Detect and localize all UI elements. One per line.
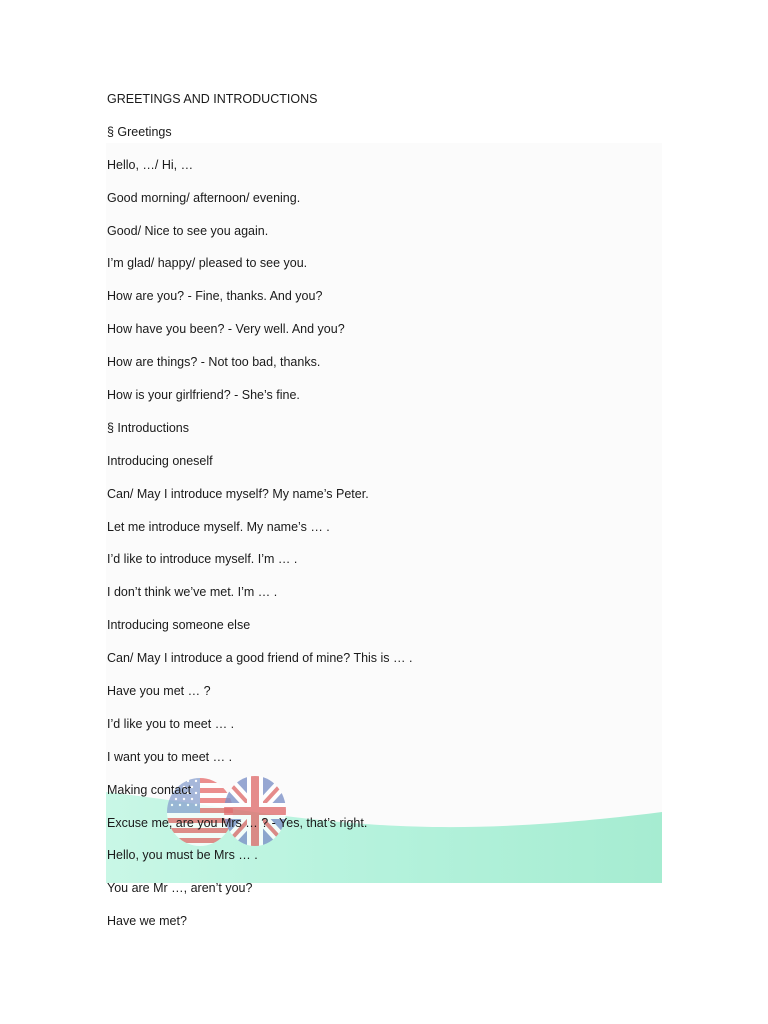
text-line: I’d like you to meet … . [107,716,235,731]
subheading: Introducing oneself [107,453,213,468]
text-line: Can/ May I introduce myself? My name’s Peter. [107,486,369,501]
text-line: Good/ Nice to see you again. [107,223,269,238]
text-line: Hello, …/ Hi, … [107,157,194,172]
text-line: Let me introduce myself. My name’s … . [107,519,330,534]
text-line: I don’t think we’ve met. I’m … . [107,585,278,600]
subheading: Introducing someone else [107,618,251,633]
text-line: I’d like to introduce myself. I’m … . [107,552,298,567]
section-heading-greetings: § Greetings [107,124,172,139]
document-title: GREETINGS AND INTRODUCTIONS [107,92,318,106]
text-line: Good morning/ afternoon/ evening. [107,190,301,205]
text-line: How are things? - Not too bad, thanks. [107,355,321,370]
text-line: Have you met … ? [107,684,211,699]
text-line: How have you been? - Very well. And you? [107,322,345,337]
text-line: Have we met? [107,914,187,929]
text-line: How are you? - Fine, thanks. And you? [107,289,323,304]
section-heading-introductions: § Introductions [107,420,189,435]
subheading: Making contact [107,782,192,797]
text-line: Hello, you must be Mrs … . [107,848,258,863]
text-line: I’m glad/ happy/ pleased to see you. [107,256,308,271]
text-line: I want you to meet … . [107,749,233,764]
text-line: Excuse me, are you Mrs … ? - Yes, that’s right. [107,815,368,830]
text-line: How is your girlfriend? - She’s fine. [107,388,300,403]
text-line: You are Mr …, aren’t you? [107,881,253,896]
document-body [107,90,667,945]
text-line: Can/ May I introduce a good friend of mine? This is … . [107,651,413,666]
